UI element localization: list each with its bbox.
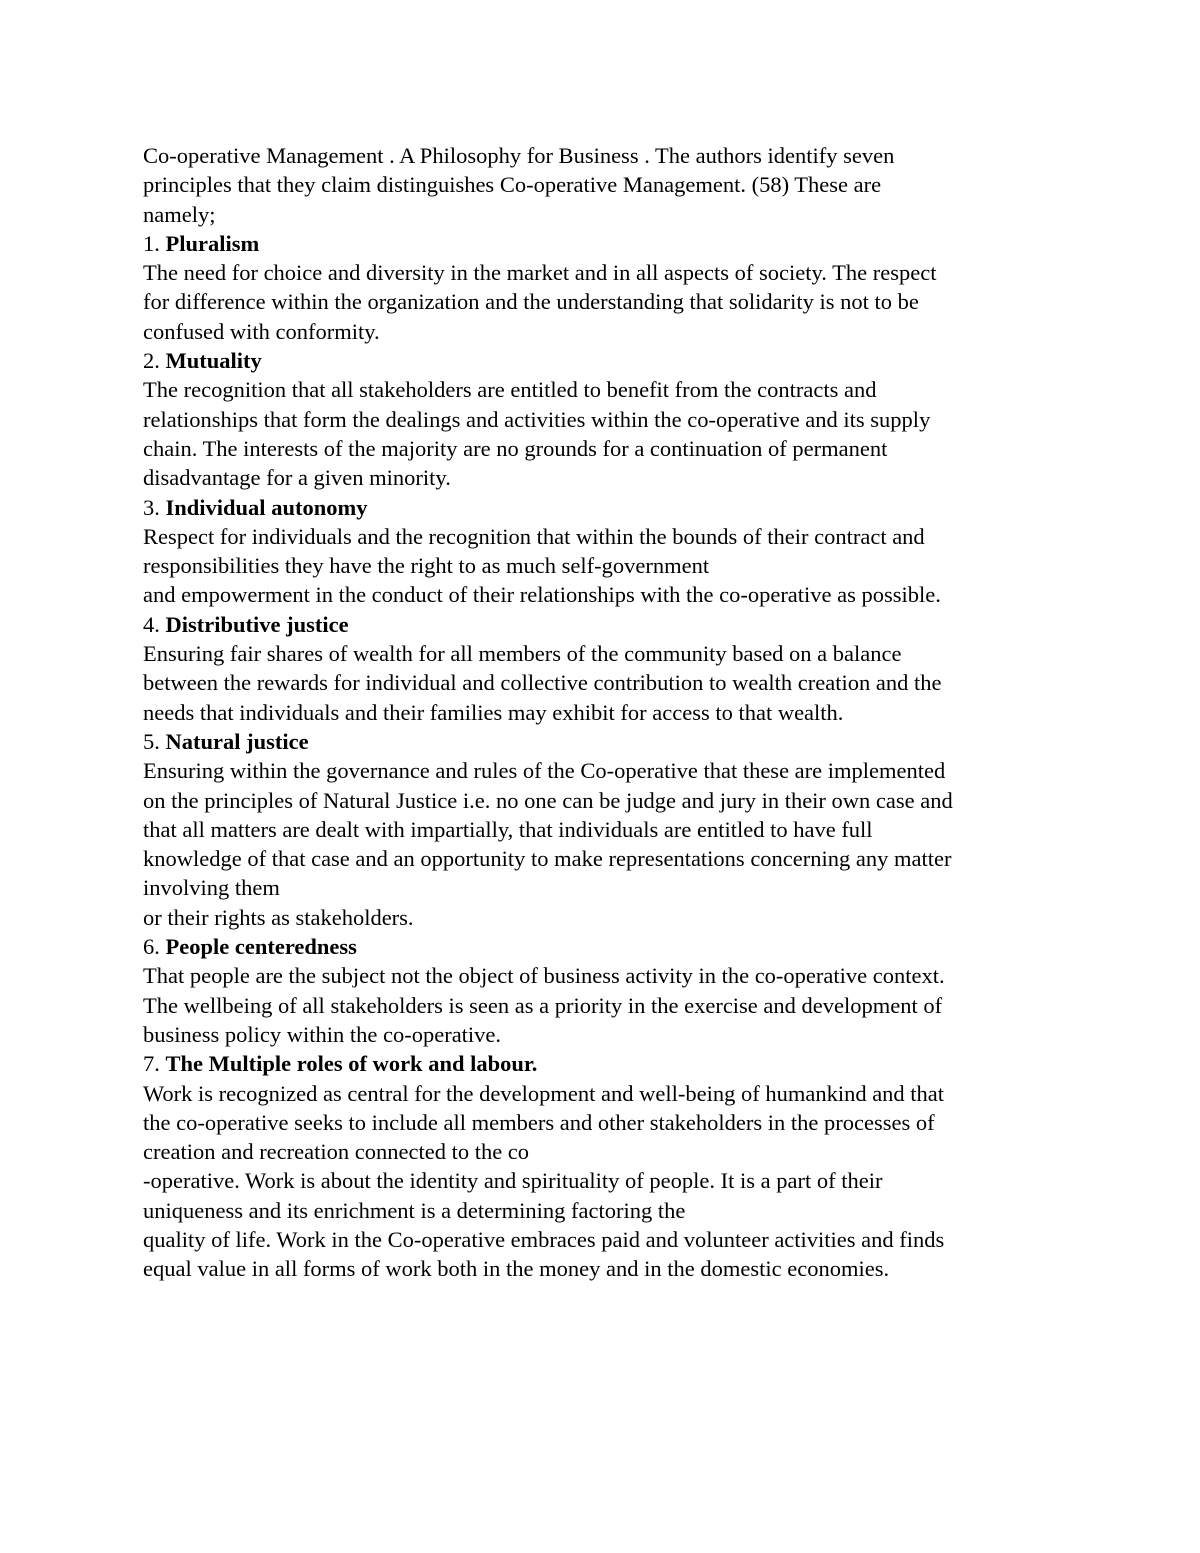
principle-number: 2. (143, 348, 160, 374)
principle-heading (143, 727, 1068, 756)
principle-text-line: Ensuring fair shares of wealth for all members of the community based on a balance (143, 641, 902, 667)
intro-line: Co-operative Management . A Philosophy for Business . The authors identify seven (143, 143, 895, 168)
intro-paragraph (143, 141, 1068, 229)
principle-text-line: That people are the subject not the object of business activity in the co-operative context. (143, 963, 945, 989)
principle-text-line: The recognition that all stakeholders are entitled to benefit from the contracts and (143, 377, 877, 403)
principle-text-line: on the principles of Natural Justice i.e. no one can be judge and jury in their own case and (143, 787, 953, 813)
principle-text-line: The wellbeing of all stakeholders is seen as a priority in the exercise and development of (143, 992, 943, 1018)
principle-text-line: quality of life. Work in the Co-operative embraces paid and volunteer activities and finds (143, 1226, 945, 1252)
principle-text-line: and empowerment in the conduct of their relationships with the co-operative as possible. (143, 582, 941, 608)
principle-text-line: creation and recreation connected to the co (143, 1139, 530, 1165)
intro-line: namely; (143, 201, 216, 227)
principle-number: 3. (143, 494, 160, 520)
principle-text-line: The need for choice and diversity in the market and in all aspects of society. The respect (143, 260, 937, 286)
principle-text-line: uniqueness and its enrichment is a determining factoring the (143, 1197, 686, 1223)
principle-section (143, 932, 1068, 1049)
principle-text-line: needs that individuals and their families may exhibit for access to that wealth. (143, 699, 844, 725)
principle-heading (143, 1049, 1068, 1078)
principle-text-line: relationships that form the dealings and activities within the co-operative and its supply (143, 406, 931, 432)
principle-title: Mutuality (165, 348, 262, 374)
principle-section (143, 229, 1068, 346)
principle-text-line: equal value in all forms of work both in the money and in the domestic economies. (143, 1256, 890, 1282)
principle-text-line: business policy within the co-operative. (143, 1021, 502, 1047)
principle-heading (143, 229, 1068, 258)
principle-text-line: Ensuring within the governance and rules of the Co-operative that these are implemented (143, 758, 946, 784)
principle-text-line: responsibilities they have the right to as much self-government (143, 553, 710, 579)
principle-number: 1. (143, 230, 160, 256)
principle-title: The Multiple roles of work and labour. (165, 1051, 538, 1077)
principle-heading (143, 493, 1068, 522)
principle-title: Natural justice (165, 728, 309, 754)
principle-title: Pluralism (165, 230, 260, 256)
document-page (143, 141, 1068, 1284)
principle-number: 6. (143, 934, 160, 960)
principle-section (143, 610, 1068, 727)
principle-text-line: the co-operative seeks to include all members and other stakeholders in the processes of (143, 1109, 935, 1135)
principle-text-line: for difference within the organization and the understanding that solidarity is not to be (143, 289, 919, 315)
principle-text-line: Work is recognized as central for the development and well-being of humankind and that (143, 1080, 945, 1106)
intro-line: principles that they claim distinguishes Co-operative Management. (58) These are (143, 172, 882, 198)
principle-number: 7. (143, 1051, 160, 1077)
principle-text-line: between the rewards for individual and collective contribution to wealth creation and the (143, 670, 942, 696)
principle-section (143, 493, 1068, 610)
principle-text-line: Respect for individuals and the recognition that within the bounds of their contract and (143, 523, 925, 549)
principle-text-line: -operative. Work is about the identity and spirituality of people. It is a part of their (143, 1168, 883, 1194)
principle-number: 5. (143, 728, 160, 754)
principle-text-line: confused with conformity. (143, 318, 380, 344)
principle-text-line: involving them (143, 875, 280, 901)
principle-section (143, 346, 1068, 492)
principle-text-line: or their rights as stakeholders. (143, 904, 414, 930)
principle-heading (143, 610, 1068, 639)
principle-text-line: disadvantage for a given minority. (143, 465, 451, 491)
principle-title: Distributive justice (165, 611, 349, 637)
principle-title: Individual autonomy (165, 494, 368, 520)
principle-text-line: chain. The interests of the majority are no grounds for a continuation of permanent (143, 435, 888, 461)
principle-text-line: knowledge of that case and an opportunity to make representations concerning any matter (143, 846, 952, 872)
principle-number: 4. (143, 611, 160, 637)
principle-text-line: that all matters are dealt with impartially, that individuals are entitled to have full (143, 816, 873, 842)
principle-section (143, 727, 1068, 932)
principle-heading (143, 346, 1068, 375)
principle-title: People centeredness (165, 934, 357, 960)
principle-section (143, 1049, 1068, 1283)
principle-heading (143, 932, 1068, 961)
